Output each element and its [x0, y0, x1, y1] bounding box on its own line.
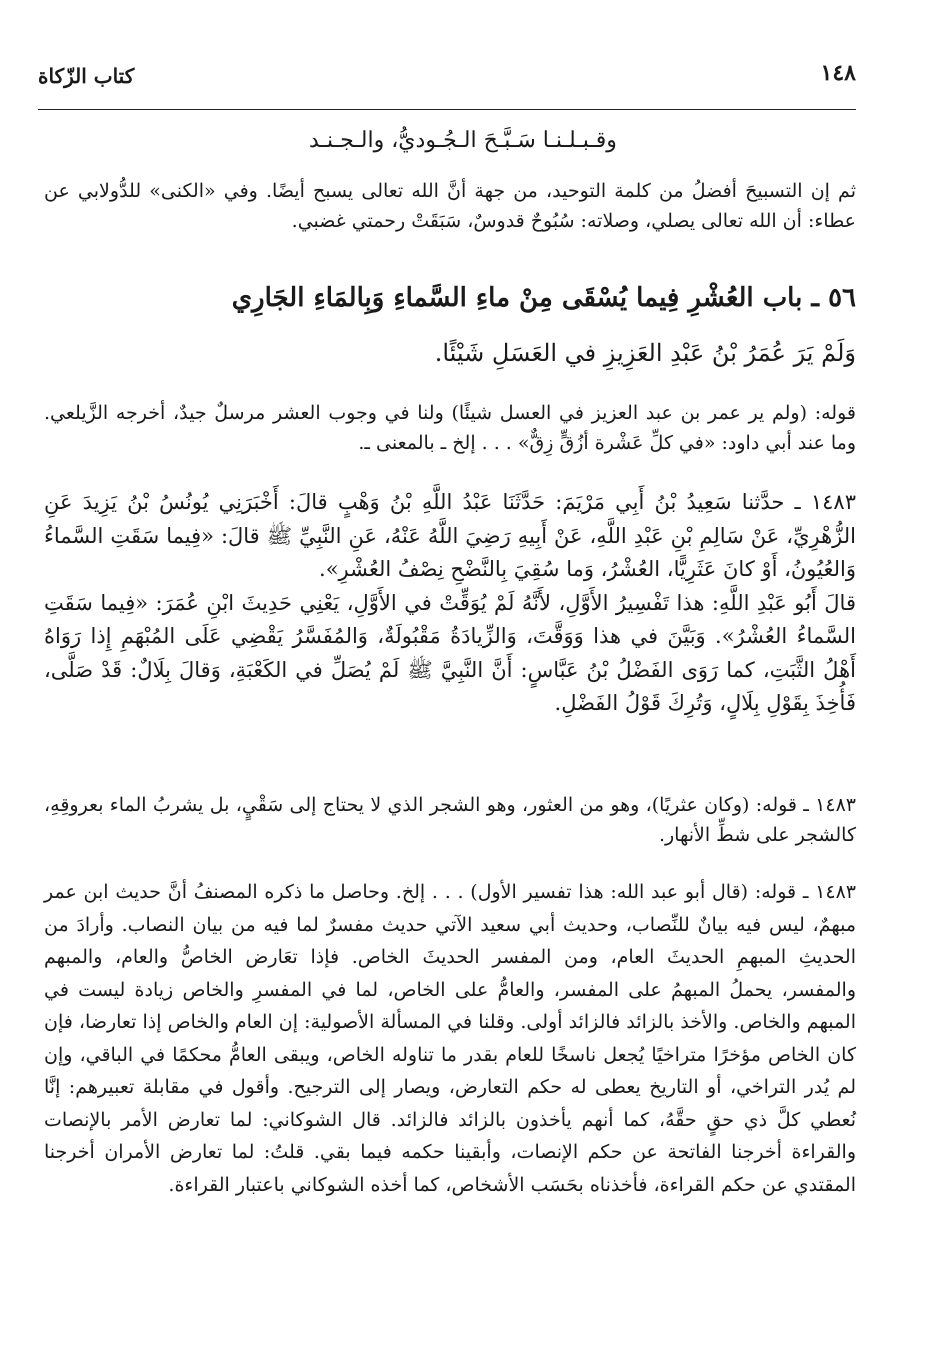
intro-paragraph — [44, 176, 856, 236]
hadith-explanation: قالَ أَبُو عَبْدِ اللَّهِ: هذا تَفْسِيرُ الأَوَّلِ، لأَنَّهُ لَمْ يُوَقِّتْ في الأَوَّلِ، يَعْنِي حَدِيثَ ابْنِ عُمَرَ: «فِيما سَقَتِ السَّماءُ العُشْرُ». وَبَيَّنَ في هذا وَوَقَّتَ، وَالزِّيادَةُ مَقْبُولَةٌ، وَالمُفَسَّرُ يَقْضِي عَلَى المُبْهَمِ إِذا رَوَاهُ أَهْلُ الثَّبَتِ، كما رَوَى الفَضْلُ بْنُ عَبَّاسٍ: أَنَّ النَّبِيَّ ﷺ لَمْ يُصَلِّ في الكَعْبَةِ، وَقالَ بِلَالٌ: قَدْ صَلَّى، فَأُخِذَ بِقَوْلِ بِلَالٍ، وَتُرِكَ قَوْلُ الفَضْلِ. — [44, 590, 856, 715]
commentary-block-3 — [44, 876, 856, 1201]
poem-verse — [200, 122, 726, 160]
hadith-block — [44, 486, 856, 721]
commentary-block-1 — [44, 398, 856, 458]
commentary-block-2 — [44, 790, 856, 850]
poem-line: وقـبـلـنـا سَـبَّـحَ الـجُـوديُّ، والـجـنـد — [309, 128, 617, 153]
page-number: ١٤٨ — [820, 60, 856, 86]
chapter-subtitle: وَلَمْ يَرَ عُمَرُ بْنُ عَبْدِ العَزِيزِ في العَسَلِ شَيْئًا. — [434, 339, 856, 367]
running-title: كتاب الزّكاة — [38, 64, 135, 88]
commentary-text: ١٤٨٣ ـ قوله: (قال أبو عبد الله: هذا تفسير الأول) . . . إلخ. وحاصل ما ذكره المصنفُ أنَّ حديث ابن عمر مبهمٌ، ليس فيه بيانٌ للنِّصاب، وحديث أبي سعيد الآتي حديث مفسرٌ لما فيه من بيان النصاب. وأرادَ من الحديثِ المبهمِ الحديثَ العام، ومن المفسر الحديثَ الخاص. فإذا تعَارض الخاصُّ والعام، والمبهم والمفسر، يحملُ المبهمُ على المفسر، والعامُّ على الخاص، لما في المفسرِ والخاص زيادة ليست في المبهم والخاص. والأخذ بالزائد فالزائد أولى. وقلنا في المسألة الأصولية: إن العام والخاص إذا تعارضا، فإن كان الخاص مؤخرًا متراخيًا يُجعل ناسخًا للعام بقدر ما تناوله الخاص، ويبقى العامُّ محكمًا في الباقي، وإن لم يُدر التراخي، أو التاريخ يعطى له حكم التعارض، ويصار إلى الترجيح. وأقول في مقابلة تعبيرهم: إنَّا نُعطي كلَّ ذي حقٍ حقَّهُ، كما أنهم يأخذون بالزائد فالزائد. قال الشوكاني: لما تعارض الأمر بالإنصات والقراءة أخرجنا الفاتحة عن حكم الإنصات، وأبقينا حكمه فيما بقي. قلتُ: لما تعارض الأمران أخرجنا المقتدي عن حكم القراءة، فأخذناه بحَسَب الأشخاص، كما أخذه الشوكاني باعتبار القراءة. — [44, 881, 856, 1196]
header-divider — [38, 109, 856, 110]
chapter-title: ٥٦ ـ باب العُشْرِ فِيما يُسْقَى مِنْ ماءِ السَّماءِ وَبِالمَاءِ الجَارِي — [231, 283, 856, 313]
commentary-text: ١٤٨٣ ـ قوله: (وكان عثريًا)، وهو من العثور، وهو الشجر الذي لا يحتاج إلى سَقْيٍ، بل يشربُ الماء بعروقِهِ، كالشجر على شطِّ الأنهار. — [44, 794, 856, 846]
intro-text: ثم إن التسبيحَ أفضلُ من كلمة التوحيد، من جهة أنَّ الله تعالى يسبح أيضًا. وفي «الكنى» للدُّولابي عن عطاء: أن الله تعالى يصلي، وصلاته: سُبُوحٌ قدوسٌ، سَبَقَتْ رحمتي غضبي. — [44, 180, 856, 232]
chapter-heading — [44, 278, 856, 318]
hadith-text: ١٤٨٣ ـ حدَّثنا سَعِيدُ بْنُ أَبِي مَرْيَمَ: حَدَّثَنَا عَبْدُ اللَّهِ بْنُ وَهْبٍ قالَ: أَخْبَرَنِي يُونُسُ بْنُ يَزِيدَ عَنِ الزُّهْرِيِّ، عَنْ سَالِمِ بْنِ عَبْدِ اللَّهِ، عَنْ أَبِيهِ رَضِيَ اللَّهُ عَنْهُ، عَنِ النَّبِيِّ ﷺ قالَ: «فِيما سَقَتِ السَّماءُ وَالعُيُونُ، أَوْ كانَ عَثَرِيًّا، العُشْرُ، وَما سُقِيَ بِالنَّضْحِ نِصْفُ العُشْرِ». — [44, 490, 856, 581]
page-header — [38, 56, 856, 100]
chapter-subheading — [44, 334, 856, 372]
commentary-text: قوله: (ولم ير عمر بن عبد العزيز في العسل شيئًا) ولنا في وجوب العشر مرسلٌ جيدٌ، أخرجه الزَّيلعي. وما عند أبي داود: «في كلِّ عَشْرة أزُقٍّ زِقٌّ» . . . إلخ ـ بالمعنى ـ. — [44, 402, 856, 454]
